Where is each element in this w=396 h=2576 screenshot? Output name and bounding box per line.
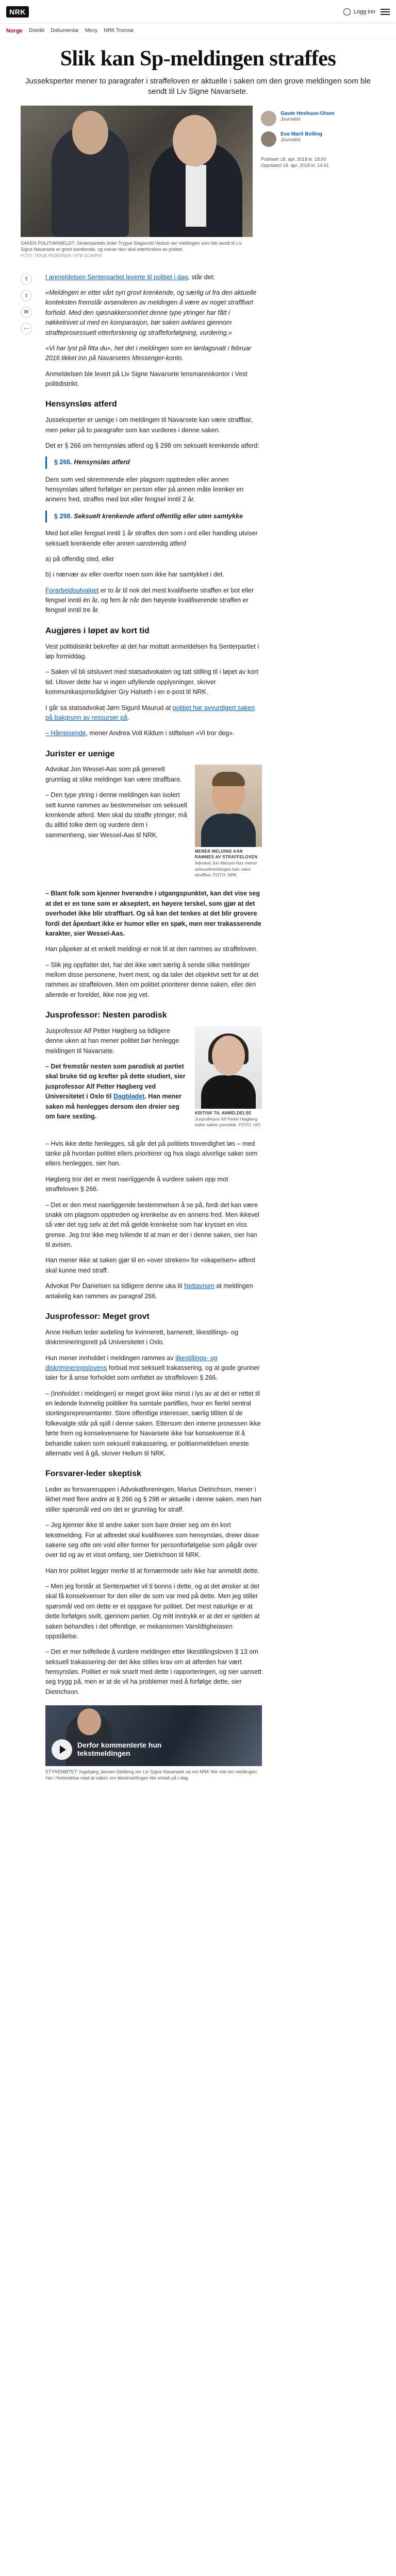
paragraph: – Men jeg forstår at Senterpartiet vil ti bonns i dette, og at det ønsker at det skal få konsekvenser for den eller de som var med på dette. Men jeg stiller spørsmål ved om dette er et oppgave for politiet. Det mest naturlige er at dette forfølges sivilt, gjennom partiet. Og mitt inntrykk er at det er sjelden at saken behandles i det offentlige, er mekanismen Varsldtigheiasen oppståelse. xyxy=(45,1583,260,1640)
author-info xyxy=(280,111,334,122)
person-icon xyxy=(343,8,351,15)
quote-paragraph: «Meldingen er etter vårt syn grovt krenkende, og særlig ut fra den aktuelle konteksten fremstår avsenderen av meldingen å være av noget straffbart forhold. Med den sjøsnakkersomhet denne type ytringer har fått i nøkkelnivet ut med en komparasjon, bør saken avklares gjennom straffeprosessuelt etterforskning og straffeforfølgning, vurdering.» xyxy=(45,289,257,336)
paragraph: a) på offentlig sted, eller xyxy=(45,555,114,563)
paragraph: b) i nærvær av eller overfor noen som ikke har samtykket i det. xyxy=(45,571,224,579)
nav-section-norge[interactable]: Norge xyxy=(6,27,23,34)
avatar xyxy=(261,131,276,147)
paragraph: Høgberg tror det er mest naerliggende å vurdere saken opp mot straffeloven § 266. xyxy=(45,1175,228,1193)
portrait-wessel-aas[interactable] xyxy=(195,765,262,847)
paragraph: Anmeldelsen ble levert på Liv Signe Navarsete lensmannskontor i Vest politidistrikt. xyxy=(45,370,248,388)
nav-item-distrikt[interactable]: Distrikt xyxy=(28,28,45,33)
paragraph: – Jeg kjenner ikke til andre saker som bare dreier seg om én kort tekstmelding. For at alltredet skal kvalifiseres som hensynsløs, dreier disse sakene seg ofte om vold eller former for personforfølgelse som pågår over over tid og av et visst omfang, sier Dietrichson til NRK. xyxy=(45,1521,259,1559)
author-role: Journalist xyxy=(280,137,301,142)
paragraph-number: § 266. xyxy=(54,459,72,466)
portrait-caption xyxy=(195,849,262,878)
top-bar xyxy=(0,0,396,24)
author-card[interactable] xyxy=(261,131,354,147)
paragraph: – Det er den mest naerliggende bestemmelsen å se på, fordi det kan være snakk om plagsom opptreden og krenkelse av en annens fred. Men ikkevel så vær det syg selv at det må gjelde krenkelse som har krysset en viss grense. Jeg tror ikke meg tvilende til at man er der i denne saken, sier han til avisen. xyxy=(45,1201,259,1249)
portrait-figure xyxy=(195,765,262,884)
section-heading: Augjøres i løpet av kort tid xyxy=(45,626,150,635)
twitter-icon[interactable]: t xyxy=(21,290,32,301)
author-name[interactable]: Gaute Heshuus-Olsen xyxy=(280,110,335,116)
hero-caption xyxy=(21,240,253,259)
paragraph: Dem som ved skremmende eller plagsom opptreden eller annen hensynsløs atferd forfølger en person eller på annen måte krenker en annens fred, straffes med bot eller fengsel inntil 2 år. xyxy=(45,476,244,503)
avatar xyxy=(261,111,276,126)
video-person-head xyxy=(77,1708,101,1735)
paragraph: – Slik jeg oppfatter det, har det ikke vært særlig å sende slike meldinger mellom disse personene, hvert mest, og da taler det objektivt sett for at det rammes av straffeloven. Men om politiet prioriterer denne saken, eller den allerede er foreldet, ikke noe jeg vet. xyxy=(45,961,259,998)
article-header xyxy=(0,38,396,70)
hero-credit: FOTO: TERJE PEDERSEN / NTB SCANPIX xyxy=(21,253,102,258)
paragraph: Anne Hellum leder avdeling for kvinnerett, barnerett, likestillings- og diskrimineringsrett på Universitetet i Oslo. xyxy=(45,1328,238,1346)
paragraph: Han tror politiet legger merke til at fornærmede selv ikke har anmeldt dette. xyxy=(45,1567,259,1574)
paragraph: Med bot eller fengsel inntil 1 år straffes den som i ord eller handling utviser seksuelt krenkende eller annen uanstendig atferd xyxy=(45,530,258,547)
link-harreisende[interactable]: – Hårreisende xyxy=(45,730,86,737)
hero-image[interactable] xyxy=(21,106,253,237)
highlight-quote: – Blant folk som kjenner hverandre i utgangspunktet, kan det vise seg at det er en tone som er akseptert, en høyere terskel, som gjør at det overhodet ikke blir straffbart. Og så kan det tenkes at det blir grovere fordi det åpenbart ikke er humor eller en spøk, men mer trakasserende karakter, sier Wessel-Aas. xyxy=(45,890,261,937)
nrk-logo[interactable]: NRK xyxy=(6,6,29,18)
portrait-figure xyxy=(195,1026,262,1134)
paragraph xyxy=(45,273,262,282)
paragraph: Advokat Jon Wessel-Aas som på generelt grunnlag at slike meldinger kan være straffbare. xyxy=(45,766,182,783)
article-title: Slik kan Sp-meldingen straffes xyxy=(60,47,336,71)
paragraph-text: . Han mener saken må henlegges dersom den dreier seg om bare sexting. xyxy=(45,1093,182,1120)
portrait-caption-title: KRITISK TIL ANMELDELSE xyxy=(195,1110,252,1115)
paragraph xyxy=(45,703,262,723)
paragraph-text: er to år til nok det mest kvalifiserte straffen er bot eller fengsel inntil én år, og fem år når den høyeste kvalifiserende straffen er fengsel inntil tre år. xyxy=(45,586,254,614)
link-forarbeid[interactable]: Forarbeidsutvalget xyxy=(45,586,99,594)
video-figure xyxy=(45,1705,262,1781)
paragraph-text: . xyxy=(127,714,129,721)
login-label: Logg inn xyxy=(353,8,375,15)
portrait-caption-text: Jusprofessor Alf Petter Høgberg kaller saken parodisk. xyxy=(195,1116,257,1128)
law-callout xyxy=(45,456,262,468)
link-dagbladet[interactable]: Dagbladet xyxy=(113,1093,145,1100)
hero-figure xyxy=(21,106,253,259)
hero-shirt xyxy=(186,165,206,227)
video-caption: STYREMØTET: Ingebjørg Jensen-Stolberg om Liv Signe Navarsete sa om NRK fikk vite om meldingen. Her i forbindelse med at saken om tekstmeldingen ble omtalt på i dag. xyxy=(45,1769,258,1781)
published-date: Publisert 18. apr. 2018 kl. 18:00 xyxy=(261,156,326,162)
paragraph: – Den type ytring i denne meldingen kan isolert sett kunne rammes av bestemmelser om seksuelt krenkende atferd. Men skal du straffe ytringer, må du alltid tolke dem og vurdere dem i sammenheng, sier Wessel-Aas til NRK. xyxy=(45,791,188,839)
paragraph: – (Innholdet i meldingen) er meget grovt ikke minst i lys av at det er rettet til en ledende kvinnelig politiker fra samtale partiflles, hvor en fierlel sentral stortingsrepresentanter. Store offentlige interesser, særlig tilliten til de folkevalgte står på spill i denne saken. Ettersom den interne prosessen ikke førte frem og konsekvensene for Navarsete ikke har konsekvense til å behandle saken som seksuell trakassering, er politianmeldelsen eneste alternativ ved å gå, skriver Hellum til NRK. xyxy=(45,1389,261,1457)
hero-row xyxy=(0,106,396,259)
paragraph: – Det er mer tvilfellede å vurdere meldingen etter likestillingsloven § 13 om seksuell trakassering der det ikke stilles krav om at atferden har vært hensynsløs. Politiet er nok snarlt med dette i rapporteringen, og sier uansett seg trygg på, men er at de vil ha problemer med å forfølge dette, sier Dietrichson. xyxy=(45,1648,261,1696)
paragraph-number: § 298. xyxy=(54,512,72,520)
portrait-caption xyxy=(195,1111,262,1128)
paragraph-text: , mener Andrea Voll Kildum i stiftelsen «Vi tror deg». xyxy=(86,730,235,737)
portrait-caption-text: Advokat Jon Wessel-Aas mener seksuelkrenkingen kan være straffbar. xyxy=(195,860,257,877)
paragraph: Han påpeker at et enkelt meldingi er nok til at den rammes av straffeloven. xyxy=(45,945,258,953)
section-heading: Forsvarer-leder skeptisk xyxy=(45,1469,141,1479)
byline xyxy=(261,106,354,259)
law-callout xyxy=(45,511,262,522)
share-bar xyxy=(21,273,45,1787)
paragraph-title: Seksuelt krenkende atferd offentlig eller uten samtykke xyxy=(74,512,243,520)
quote-paragraph: «Vi har lyst på fitta du», het det i meldingen som en lørdagsnatt i februar 2016 tikket inn på Navarsetes Messenger-konto. xyxy=(45,344,252,362)
section-heading: Jusprofessor: Nesten parodisk xyxy=(45,1011,167,1020)
play-icon[interactable] xyxy=(52,1739,72,1760)
link-nettavisen[interactable]: Nettavisen xyxy=(184,1282,214,1290)
updated-date: Oppdatert 18. apr. 2018 kl. 14:41 xyxy=(261,163,329,168)
paragraph: Han mener ikke at saken gjør til en «over streken» for «skapelsen» atferd skal kunne med straff. xyxy=(45,1257,255,1274)
login-button[interactable] xyxy=(343,8,375,15)
email-icon[interactable]: ✉ xyxy=(21,307,32,318)
paragraph: Jusprofessor Alf Petter Høgberg sa tidligere denne uken at han mener politiet bør henlegge meldingen til Navarsete. xyxy=(45,1027,179,1055)
paragraph-text: forbud mot seksuell trakassering, og at gode grunner taler for å anse forholdet som omfattet av straffeloven § 266. xyxy=(45,1364,260,1382)
portrait-credit: FOTO: NRK xyxy=(213,872,237,877)
nav-item-nrk-tromso[interactable]: NRK Tromsø xyxy=(104,28,134,33)
article-lead: Jusseksperter mener to paragrafer i straffeloven er aktuelle i saken om den grove meldingen som ble sendt til Liv Signe Navarsete. xyxy=(25,77,371,96)
article-content xyxy=(0,259,396,1787)
hero-person-left-head xyxy=(72,111,108,155)
paragraph: Vest politidistrikt bekrefter at det har mottatt anmeldelsen fra Senterpartiet i løp formiddag. xyxy=(45,642,259,660)
article-body xyxy=(45,273,262,1787)
dates xyxy=(261,156,354,169)
paragraph xyxy=(45,586,262,616)
more-share-icon[interactable]: ⋯ xyxy=(21,323,32,334)
link-anmeldelse[interactable]: I anmeldelsen Senterpartiet leverte til politiet i dag xyxy=(45,273,188,281)
paragraph: – Saken vil bli sitsluvert med statsadvokaten og tatt stilling til i løpet av kort tid. Utover dette har vi ingen utfyllende opplysninger, skriver kommunikasjonsrådgiver Gry Halseth i en e-post til NRK. xyxy=(45,668,258,696)
portrait-head xyxy=(212,1036,245,1076)
portrait-credit: FOTO: UiO xyxy=(238,1122,261,1128)
portrait-hair xyxy=(212,772,245,786)
video-player[interactable] xyxy=(45,1705,262,1766)
paragraph-text: Advokat Per Danielsen sa tidligere denne uka til xyxy=(45,1282,184,1290)
paragraph: Jusseksperter er uenige i om meldingen til Navarsete kan være straffbar, men peker på to paragrafer som kan vurderes i denne saken. xyxy=(45,416,253,434)
nav-item-meny[interactable]: Meny xyxy=(85,28,98,33)
section-heading: Jusprofessor: Meget grovt xyxy=(45,1312,150,1321)
portrait-body xyxy=(201,1075,256,1109)
paragraph-text: at meldingen antakelig kan rammes av paragraf 266. xyxy=(45,1282,254,1300)
paragraph-text: Hun mener innholdet i meldingen rammes av xyxy=(45,1354,176,1362)
section-heading: Hensynsløs atferd xyxy=(45,400,117,409)
author-role: Journalist xyxy=(280,116,301,122)
link-avvurdert[interactable]: politiet har avvurdigert saken på bakgrunn av ressurser på xyxy=(45,704,255,721)
sub-navigation xyxy=(0,24,396,38)
paragraph xyxy=(45,1281,262,1301)
paragraph-text: – Det fremstår nesten som parodisk at partiet skal bruke tid og krefter på dette studiert, sier jusprofessor Alf Petter Høgberg ved Universitetet i Oslo til xyxy=(45,1063,186,1100)
hero-caption-text: SAKEN POLITIANMELDT: Senterpartiets leder Trygve Slagsvold Vedum ser meldingen som ble sendt til Liv Signe Navarsete er grovt krenkende, og mener den skal etterforskes av politiet. xyxy=(21,240,242,252)
facebook-icon[interactable]: f xyxy=(21,274,32,285)
hero-person-right-head xyxy=(173,115,217,166)
portrait-hogberg[interactable] xyxy=(195,1026,262,1109)
paragraph xyxy=(45,728,262,738)
author-name[interactable]: Eva Marit Bolling xyxy=(280,131,323,137)
paragraph-title: Hensynsløs atferd xyxy=(74,459,130,466)
paragraph: Leder av forsvareruppen i Advokatforeningen, Marius Dietrichson, mener i likhet med flere andre at § 266 og § 298 er aktuelle i denne saken, men han stiller spørsmål ved om det er grunnlag for straff. xyxy=(45,1486,262,1513)
paragraph: Det er § 266 om hensynsløs atferd og § 298 om seksuelt krenkende atferd: xyxy=(45,442,259,449)
nav-item-dokumentar[interactable]: Dokumentar xyxy=(51,28,79,33)
menu-icon[interactable] xyxy=(381,9,390,15)
paragraph xyxy=(45,1353,262,1383)
paragraph-text: , står det: xyxy=(188,273,215,281)
portrait-body xyxy=(201,814,256,847)
section-heading: Jurister er uenige xyxy=(45,749,115,758)
paragraph: – Hvis ikke dette henlegges, så går det på politiets troverdighet løs – med tanke på hvordan politiet ellers prioriterer og hva slags alvorlige saker som ellers henlegges, sier han. xyxy=(45,1140,258,1167)
link-likestillingsloven[interactable]: likestillings- og diskrimineringslovens xyxy=(45,1354,218,1371)
author-card[interactable] xyxy=(261,111,354,126)
portrait-caption-title: MENER MELDING KAN RAMMES AV STRAFFELOVEN xyxy=(195,849,258,860)
video-title: Derfor kommenterte hun tekstmeldingen xyxy=(77,1740,162,1758)
paragraph-text: I går sa statsadvokat Jørn Sigurd Maurud at xyxy=(45,704,173,711)
author-info xyxy=(280,131,322,142)
